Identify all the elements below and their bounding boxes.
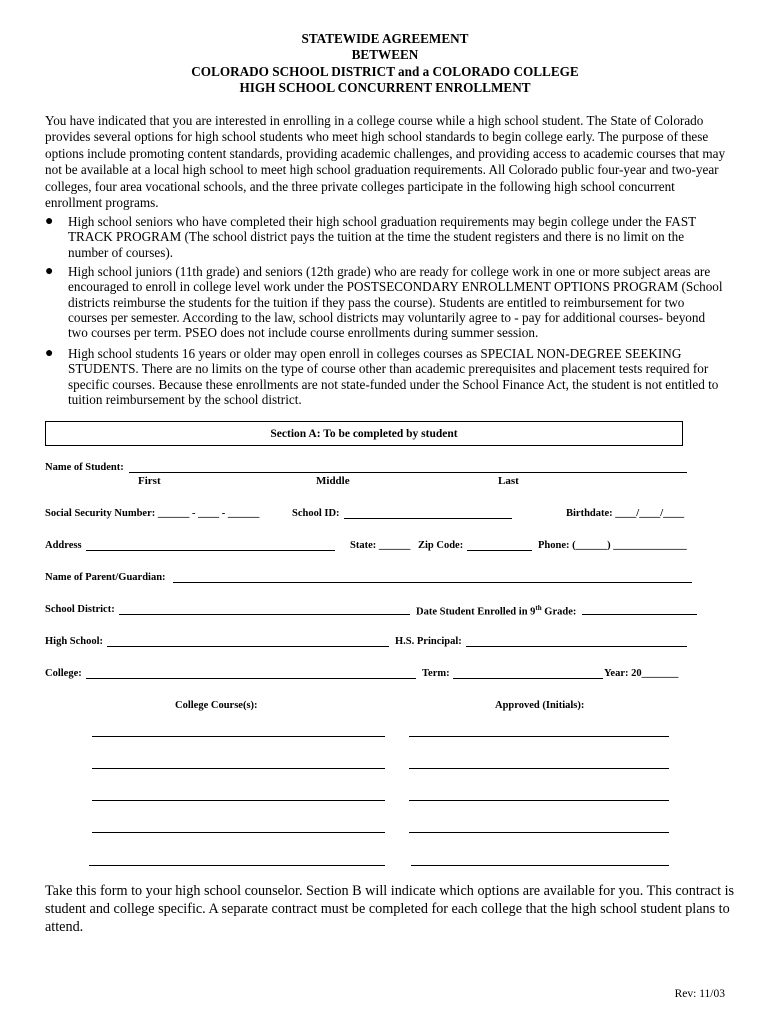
school-district-field[interactable]	[119, 614, 410, 615]
college-courses-label: College Course(s):	[175, 700, 258, 711]
term-label: Term:	[422, 668, 450, 679]
closing-paragraph: Take this form to your high school counselor. Section B will indicate which options are available for you. This contract is student and college specific. A separate contract must be completed for each college that the high school student plans to attend.	[45, 883, 735, 935]
student-name-label: Name of Student:	[45, 462, 124, 473]
year-field[interactable]: Year: 20_______	[604, 668, 679, 679]
first-name-caption: First	[138, 475, 161, 487]
term-field[interactable]	[453, 678, 603, 679]
student-name-field[interactable]	[129, 472, 687, 473]
section-a-header: Section A: To be completed by student	[45, 421, 683, 446]
school-id-label: School ID:	[292, 508, 340, 519]
approved-line-5[interactable]	[411, 865, 669, 866]
bullet-non-degree	[45, 346, 727, 407]
date-enrolled-field[interactable]	[582, 614, 697, 615]
course-line-5[interactable]	[89, 865, 385, 866]
bullet-dot-icon: ●	[45, 264, 54, 279]
bullet-dot-icon: ●	[45, 346, 54, 361]
birthdate-field[interactable]: Birthdate: ____/____/____	[566, 508, 685, 519]
principal-field[interactable]	[466, 646, 687, 647]
high-school-field[interactable]	[107, 646, 389, 647]
college-label: College:	[45, 668, 82, 679]
bullet-text: High school juniors (11th grade) and seniors (12th grade) who are ready for college work in one or more subject areas are encouraged to enroll in college level work under the POSTSECONDARY ENROLLMENT OPTIONS PROGRAM (School districts reimburse the students for the tuition if they pass the course). Students are entitled to reimbursement for two courses per semester. According to the law, school districts may voluntarily agree to - pay for additional courses- beyond two courses per term. PSEO does not include course enrollments during summer session.	[68, 264, 723, 341]
approved-line-4[interactable]	[409, 832, 669, 833]
principal-label: H.S. Principal:	[395, 636, 462, 647]
bullet-pseo	[45, 264, 727, 340]
date-enrolled-label	[416, 604, 576, 618]
zip-code-label: Zip Code:	[418, 540, 464, 551]
course-line-3[interactable]	[92, 800, 385, 801]
revision-note: Rev: 11/03	[674, 988, 725, 1000]
ssn-field[interactable]: Social Security Number: ______ - ____ - ______	[45, 508, 260, 519]
state-field[interactable]: State: ______	[350, 540, 411, 551]
school-id-field[interactable]	[344, 518, 512, 519]
title-line-2: BETWEEN	[351, 47, 419, 63]
document-title	[0, 31, 770, 97]
date-enrolled-prefix: Date Student Enrolled in 9	[416, 606, 536, 618]
school-district-label: School District:	[45, 604, 115, 615]
intro-paragraph: You have indicated that you are interested in enrolling in a college course while a high school student. The State of Colorado provides several options for high school students who meet high school standards to begin college early. The purpose of these options include promoting content standards, providing academic challenges, and providing access to academic courses that may not be available at a local high school to meet high school graduation requirements. All Colorado public four-year and two-year colleges, four area vocational schools, and the three private colleges participate in the following high school concurrent enrollment programs.	[45, 113, 726, 211]
course-line-2[interactable]	[92, 768, 385, 769]
middle-name-caption: Middle	[316, 475, 350, 487]
bullet-text: High school students 16 years or older may open enroll in colleges courses as SPECIAL NON-DEGREE SEEKING STUDENTS. There are no limits on the type of course other than academic prerequisites and placement tests required for specific courses. Because these enrollments are not state-funded under the School Finance Act, the student is not entitled to tuition reimbursement by the school district.	[68, 346, 719, 407]
address-label: Address	[45, 540, 82, 551]
bullet-dot-icon: ●	[45, 214, 54, 229]
college-field[interactable]	[86, 678, 416, 679]
approved-line-2[interactable]	[409, 768, 669, 769]
title-line-1: STATEWIDE AGREEMENT	[301, 31, 469, 46]
approved-line-3[interactable]	[409, 800, 669, 801]
phone-field[interactable]: Phone: (______) ______________	[538, 540, 687, 551]
address-field[interactable]	[86, 550, 335, 551]
parent-guardian-label: Name of Parent/Guardian:	[45, 572, 166, 583]
parent-guardian-field[interactable]	[173, 582, 692, 583]
bullet-fast-track	[45, 214, 727, 260]
date-enrolled-sup: th	[535, 604, 542, 612]
bullet-text: High school seniors who have completed their high school graduation requirements may begin college under the FAST TRACK PROGRAM (The school district pays the tuition at the time the student registers and there is no limit on the number of courses).	[68, 214, 696, 260]
date-enrolled-suffix: Grade:	[541, 606, 577, 618]
last-name-caption: Last	[498, 475, 519, 487]
high-school-label: High School:	[45, 636, 104, 647]
course-line-1[interactable]	[92, 736, 385, 737]
title-line-4: HIGH SCHOOL CONCURRENT ENROLLMENT	[239, 80, 531, 96]
approved-line-1[interactable]	[409, 736, 669, 737]
course-line-4[interactable]	[92, 832, 385, 833]
approved-initials-label: Approved (Initials):	[495, 700, 585, 711]
zip-code-field[interactable]	[467, 550, 532, 551]
title-line-3: COLORADO SCHOOL DISTRICT and a COLORADO COLLEGE	[191, 63, 579, 79]
